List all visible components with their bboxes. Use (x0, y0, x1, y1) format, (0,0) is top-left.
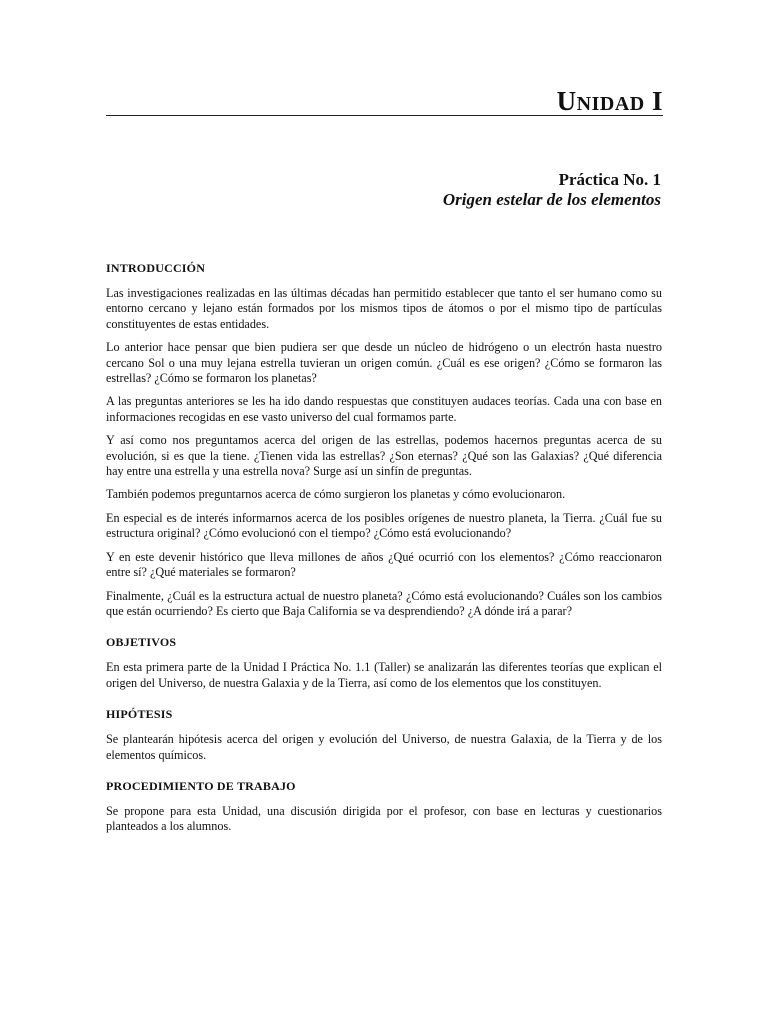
paragraph: Y en este devenir histórico que lleva millones de años ¿Qué ocurrió con los elementos? ¿Cómo reaccionaron entre sí? ¿Qué materiales se formaron? (106, 549, 662, 580)
paragraph: Finalmente, ¿Cuál es la estructura actual de nuestro planeta? ¿Cómo está evolucionando? Cuáles son los cambios que están ocurriendo? Es cierto que Baja California se va desprendiendo? ¿A dónde irá a parar? (106, 588, 662, 618)
practice-title: Origen estelar de los elementos (442, 190, 661, 209)
paragraph: Se plantearán hipótesis acerca del origen y evolución del Universo, de nuestra Galaxia, de la Tierra y de los elementos químicos. (106, 732, 662, 762)
practice-number: Práctica No. 1 (558, 170, 661, 189)
unit-title-initial: U (556, 86, 577, 116)
section-heading-introduccion: INTRODUCCIÓN (106, 261, 206, 275)
section-objetivos (106, 635, 662, 691)
paragraph: También podemos preguntarnos acerca de cómo surgieron los planetas y cómo evolucionaron. (106, 487, 566, 502)
paragraph: Se propone para esta Unidad, una discusión dirigida por el profesor, con base en lecturas y cuestionarios planteados a los alumnos. (106, 803, 662, 834)
section-heading-procedimiento: PROCEDIMIENTO DE TRABAJO (106, 778, 296, 793)
paragraph: A las preguntas anteriores se les ha ido dando respuestas que constituyen audaces teorías. Cada una con base en informaciones recogidas en ese vasto universo del cual formamos parte. (106, 394, 662, 424)
title-divider (106, 115, 663, 116)
section-hipotesis (106, 707, 662, 763)
paragraph: Y así como nos preguntamos acerca del origen de las estrellas, podemos hacernos preguntas acerca de su evolución, si es que la tiene. ¿Tienen vida las estrellas? ¿Son eternas? ¿Qué son las Galaxias? ¿Qué diferencia hay entre una estrella y una estrella nova? Surge así un sinfín de preguntas. (106, 433, 662, 479)
paragraph: Las investigaciones realizadas en las últimas décadas han permitido establecer que tanto el ser humano como su entorno cercano y lejano están formados por los mismos tipos de átomos o por el mismo tipo de partículas constituyentes de estas entidades. (106, 286, 662, 331)
unit-title-numeral: I (651, 86, 663, 116)
section-heading-objetivos: OBJETIVOS (106, 635, 177, 650)
section-procedimiento (106, 779, 662, 835)
paragraph: En especial es de interés informarnos acerca de los posibles orígenes de nuestro planeta, la Tierra. ¿Cuál fue su estructura original? ¿Cómo evolucionó con el tiempo? ¿Cómo está evolucionando? (106, 510, 662, 541)
unit-title-rest: NIDAD (576, 93, 645, 115)
section-heading-hipotesis: HIPÓTESIS (106, 707, 173, 722)
unit-title (557, 86, 663, 117)
section-introduccion (106, 261, 662, 619)
paragraph: En esta primera parte de la Unidad I Práctica No. 1.1 (Taller) se analizarán las diferentes teorías que explican el origen del Universo, de nuestra Galaxia y de la Tierra, así como de los elementos que los constituyen. (106, 660, 662, 690)
paragraph: Lo anterior hace pensar que bien pudiera ser que desde un núcleo de hidrógeno o un electrón hasta nuestro cercano Sol o una muy lejana estrella tuvieran un origen común. ¿Cuál es ese origen? ¿Cómo se formaron las estrellas? ¿Cómo se formaron los planetas? (106, 340, 662, 386)
document-body (106, 261, 662, 843)
